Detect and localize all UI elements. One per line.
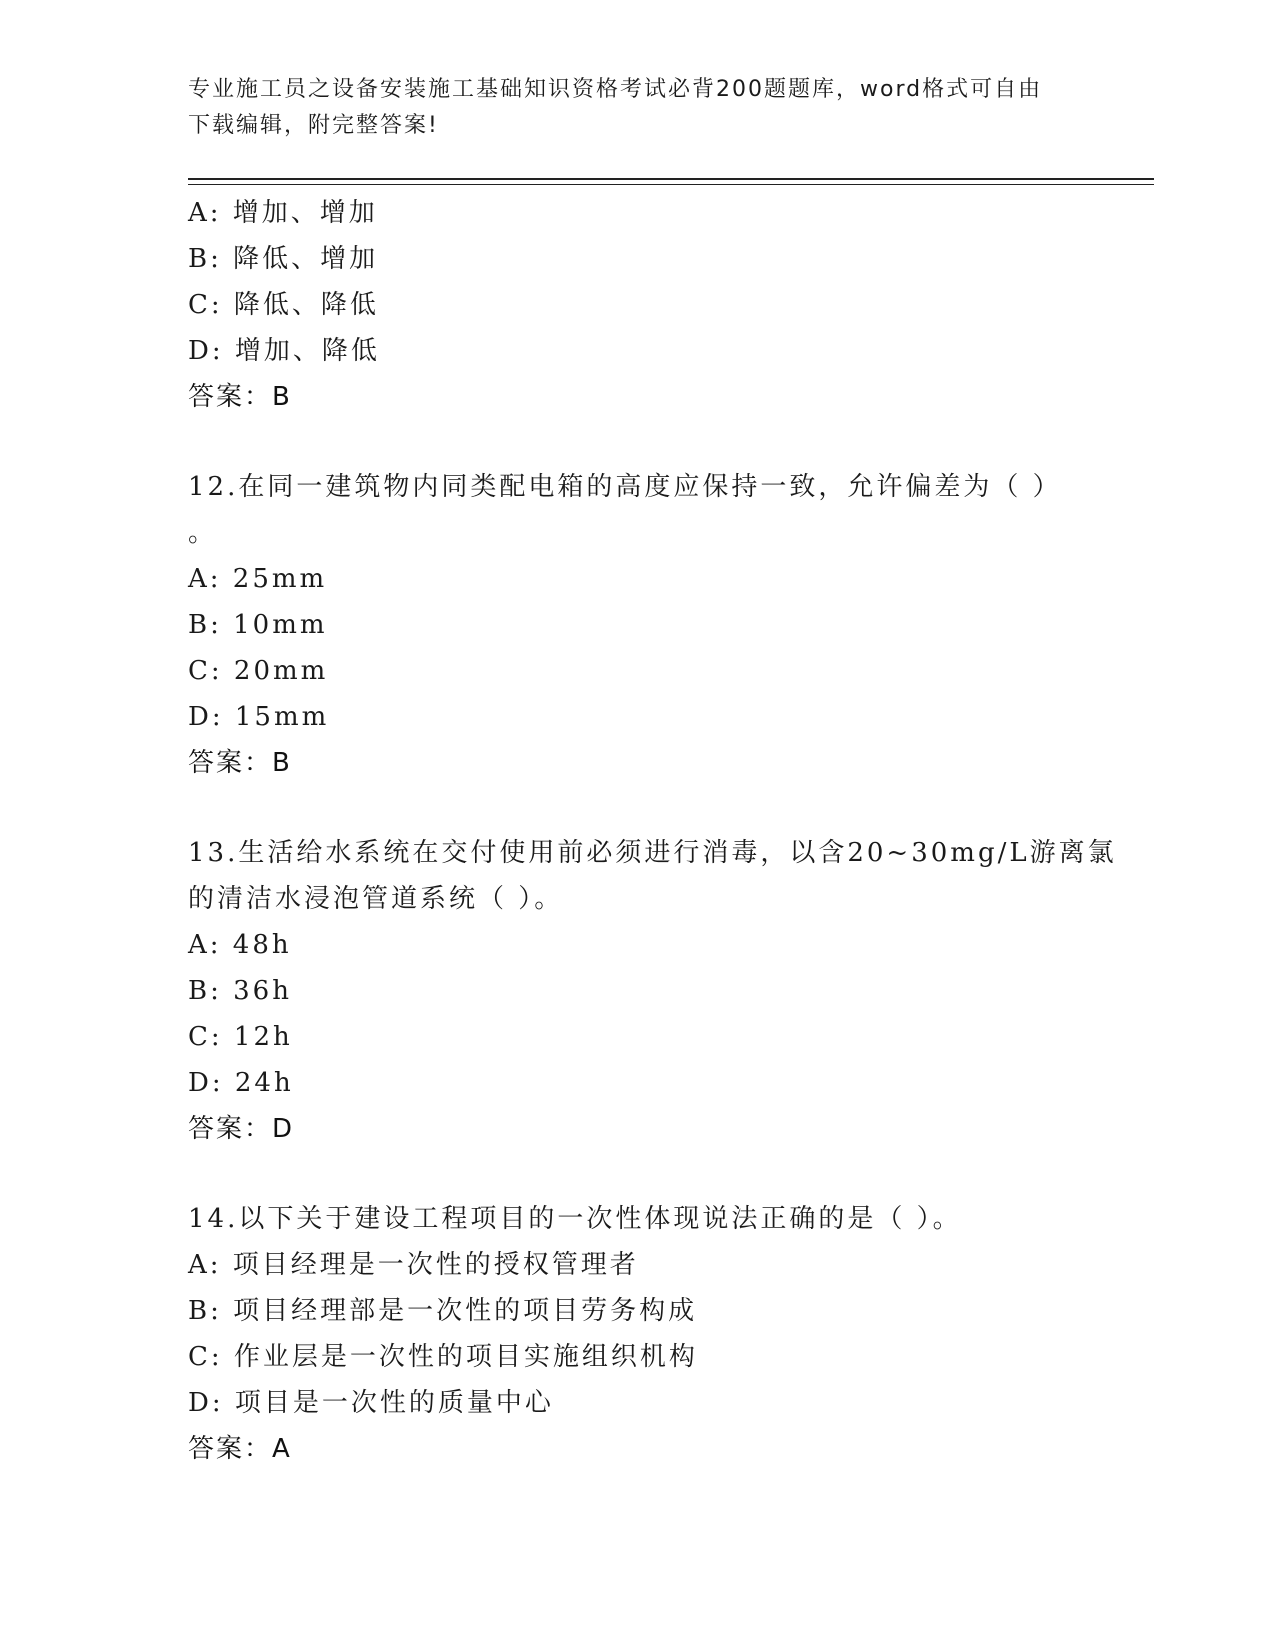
option-b: B: 10mm bbox=[188, 610, 328, 640]
option-a: A: 增加、增加 bbox=[188, 198, 378, 228]
option-a: A: 25mm bbox=[188, 564, 328, 594]
question-stem bbox=[188, 1196, 1088, 1242]
option-d: D: 项目是一次性的质量中心 bbox=[188, 1388, 554, 1418]
answer-line: 答案：D bbox=[188, 1114, 295, 1144]
question-spacer bbox=[188, 420, 1088, 464]
option-d: D: 24h bbox=[188, 1068, 294, 1098]
question-stem-line-2: 的清洁水浸泡管道系统（ ）。 bbox=[188, 884, 564, 914]
option-c: C: 12h bbox=[188, 1022, 293, 1052]
option-c: C: 降低、降低 bbox=[188, 290, 379, 320]
option-a: A: 48h bbox=[188, 930, 292, 960]
question-stem bbox=[188, 464, 1088, 556]
question-stem-line-2: 。 bbox=[188, 518, 218, 548]
question-spacer bbox=[188, 1152, 1088, 1196]
header-divider-thick bbox=[188, 178, 1154, 180]
option-c: C: 20mm bbox=[188, 656, 329, 686]
question-stem-line-1: 14.以下关于建设工程项目的一次性体现说法正确的是（ ）。 bbox=[188, 1204, 962, 1234]
header-title-line-2: 下载编辑，附完整答案! bbox=[188, 113, 439, 138]
question-spacer bbox=[188, 786, 1088, 830]
question-13-block bbox=[188, 830, 1117, 1152]
answer-line: 答案：B bbox=[188, 382, 292, 412]
header-title-line-1: 专业施工员之设备安装施工基础知识资格考试必背200题题库，word格式可自由 bbox=[188, 77, 1043, 102]
question-stem-line-1: 13.生活给水系统在交付使用前必须进行消毒，以含20~30mg/L游离氯 bbox=[188, 838, 1117, 868]
header-divider-thin bbox=[188, 184, 1154, 185]
option-a: A: 项目经理是一次性的授权管理者 bbox=[188, 1250, 639, 1280]
option-c: C: 作业层是一次性的项目实施组织机构 bbox=[188, 1342, 698, 1372]
question-list bbox=[188, 190, 1117, 1472]
option-b: B: 降低、增加 bbox=[188, 244, 379, 274]
question-12-block bbox=[188, 464, 1088, 786]
option-b: B: 项目经理部是一次性的项目劳务构成 bbox=[188, 1296, 698, 1326]
document-header bbox=[188, 72, 1088, 144]
option-d: D: 增加、降低 bbox=[188, 336, 380, 366]
option-b: B: 36h bbox=[188, 976, 292, 1006]
answer-line: 答案：B bbox=[188, 748, 292, 778]
question-stem bbox=[188, 830, 1117, 922]
question-stem-line-1: 12.在同一建筑物内同类配电箱的高度应保持一致，允许偏差为（ ） bbox=[188, 472, 1062, 502]
question-11-block bbox=[188, 190, 1088, 420]
answer-line: 答案：A bbox=[188, 1434, 292, 1464]
option-d: D: 15mm bbox=[188, 702, 330, 732]
question-14-block bbox=[188, 1196, 1088, 1472]
